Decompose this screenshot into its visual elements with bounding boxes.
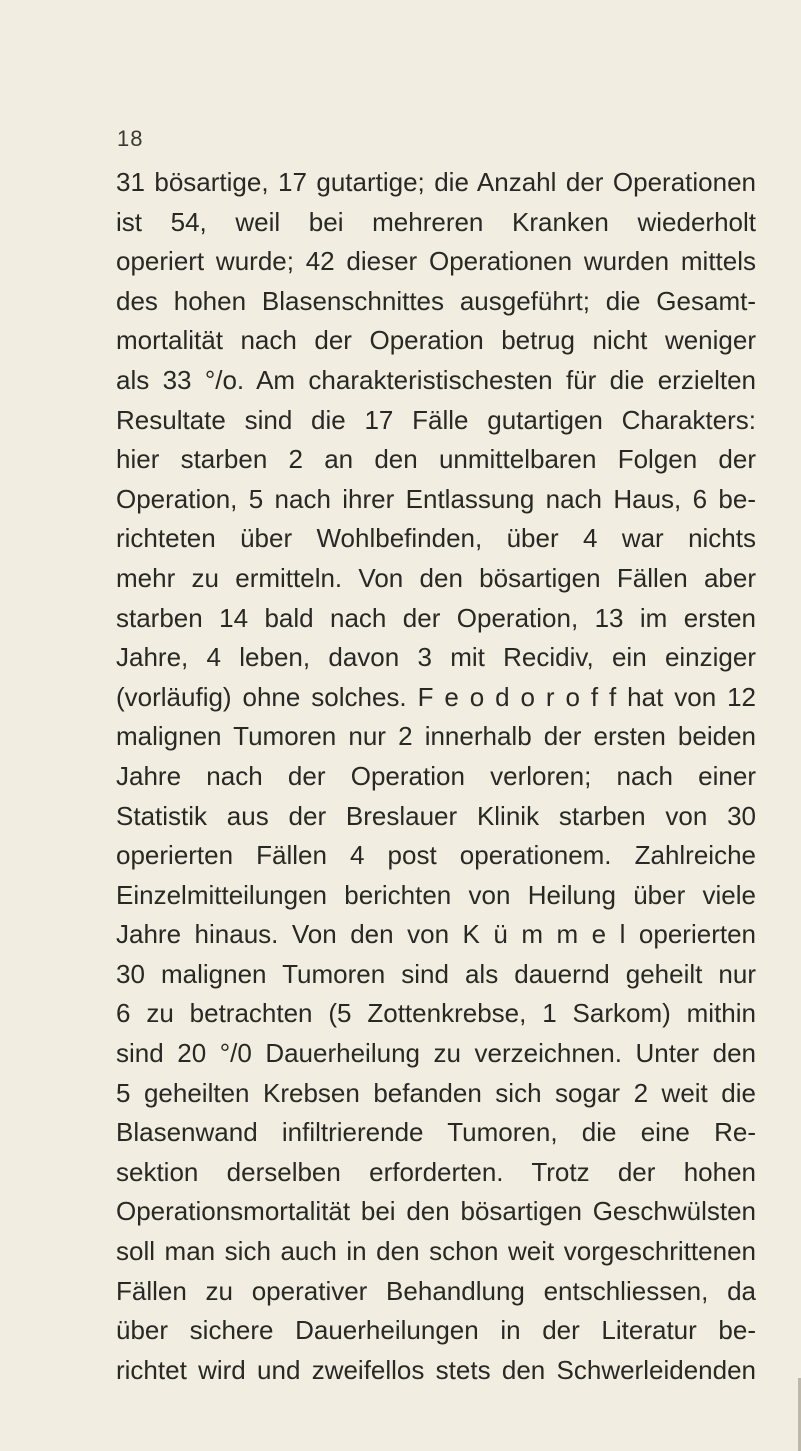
text-line: richteten über Wohlbefinden, über 4 war nichts: [116, 523, 756, 554]
page-number: 18: [117, 126, 144, 151]
text-line: soll man sich auch in den schon weit vorgeschrittenen: [116, 1236, 756, 1267]
text-line: 31 bösartige, 17 gutartige; die Anzahl der Operationen: [116, 167, 756, 197]
text-line: (vorläufig) ohne solches. F e o d o r o f f hat von 12: [116, 681, 756, 712]
text-line: mortalität nach der Operation betrug nicht weniger: [116, 325, 756, 356]
text-line: Jahre nach der Operation verloren; nach einer: [116, 760, 756, 791]
text-line: Fällen zu operativer Behandlung entschliessen, da: [116, 1275, 756, 1306]
text-line: 5 geheilten Krebsen befanden sich sogar 2 weit die: [116, 1077, 756, 1108]
text-line: des hohen Blasenschnittes ausgeführt; die Gesamt-: [116, 285, 756, 316]
text-line: sind 20 °/0 Dauerheilung zu verzeichnen. Unter den: [116, 1038, 756, 1069]
text-line: Einzelmitteilungen berichten von Heilung über viele: [116, 879, 756, 910]
text-line: Resultate sind die 17 Fälle gutartigen Charakters:: [116, 404, 756, 435]
text-line: Blasenwand infiltrierende Tumoren, die eine Re-: [116, 1117, 756, 1148]
text-line: mehr zu ermitteln. Von den bösartigen Fällen aber: [116, 562, 756, 593]
text-line: ist 54, weil bei mehreren Kranken wiederholt: [116, 206, 756, 237]
text-line: malignen Tumoren nur 2 innerhalb der ersten beiden: [116, 721, 756, 752]
text-line: 30 malignen Tumoren sind als dauernd geheilt nur: [116, 958, 756, 989]
text-line: sektion derselben erforderten. Trotz der hohen: [116, 1156, 756, 1187]
text-line: über sichere Dauerheilungen in der Literatur be-: [116, 1315, 756, 1346]
text-line: 6 zu betrachten (5 Zottenkrebse, 1 Sarkom) mithin: [116, 998, 756, 1029]
text-line: Jahre, 4 leben, davon 3 mit Recidiv, ein einziger: [116, 642, 756, 673]
text-line: Operation, 5 nach ihrer Entlassung nach Haus, 6 be-: [116, 483, 756, 514]
body-text: [116, 163, 756, 1390]
text-line: als 33 °/o. Am charakteristischesten für die erzielten: [116, 364, 756, 395]
text-line: Statistik aus der Breslauer Klinik starben von 30: [116, 800, 756, 831]
text-line: operierten Fällen 4 post operationem. Zahlreiche: [116, 840, 756, 871]
text-line: Operationsmortalität bei den bösartigen Geschwülsten: [116, 1196, 756, 1227]
text-line: operiert wurde; 42 dieser Operationen wurden mittels: [116, 246, 756, 277]
text-line: starben 14 bald nach der Operation, 13 im ersten: [116, 602, 756, 633]
text-line: hier starben 2 an den unmittelbaren Folgen der: [116, 444, 756, 475]
text-line: Jahre hinaus. Von den von K ü m m e l operierten: [116, 919, 756, 950]
text-line: richtet wird und zweifellos stets den Schwerleidenden: [116, 1354, 756, 1385]
